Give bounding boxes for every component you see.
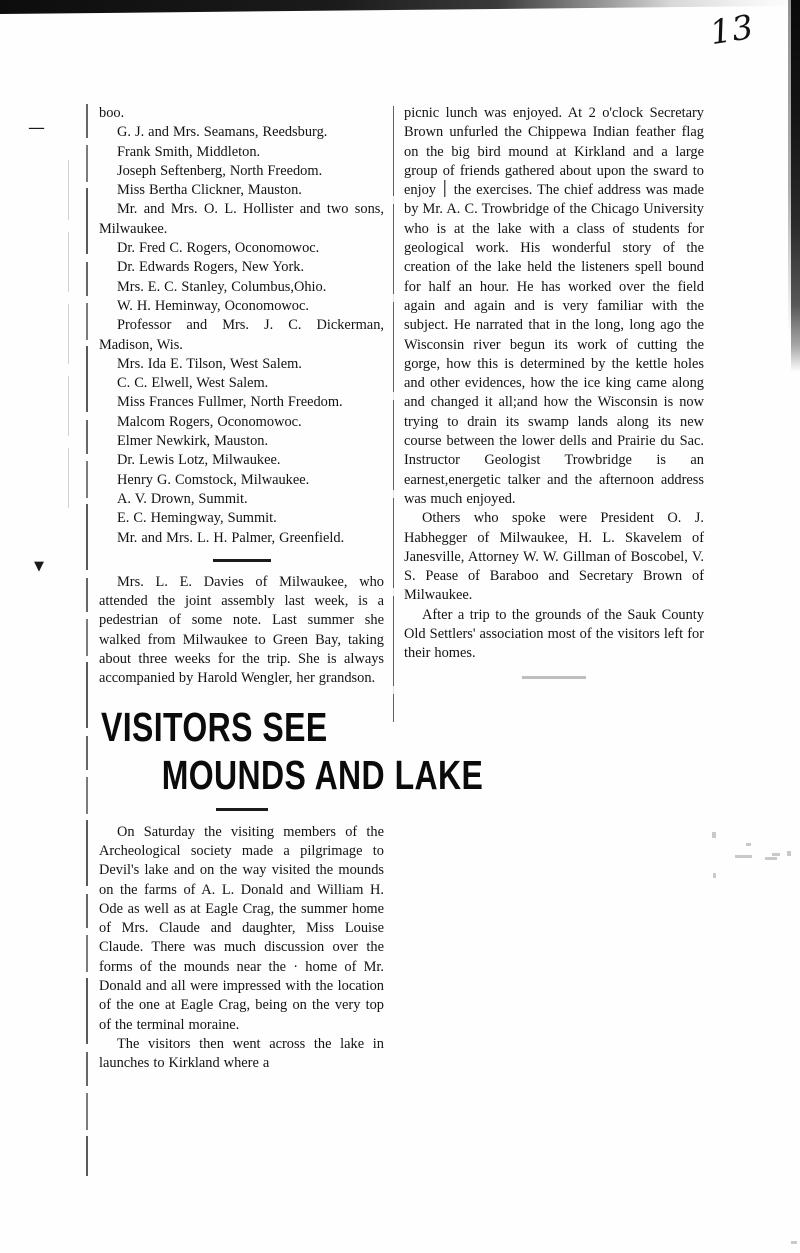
list-item: Henry G. Comstock, Milwaukee.: [117, 471, 310, 488]
scan-edge-artifact-top: [0, 0, 800, 14]
article-paragraph: The visitors then went across the lake in launches to Kirkland where a: [99, 1035, 384, 1072]
scan-speck: [735, 855, 752, 858]
list-item: Joseph Seftenberg, North Freedom.: [117, 162, 323, 179]
newspaper-clipping: [28, 104, 714, 1184]
column-divider-rule: [393, 106, 394, 722]
margin-caret-mark: ▼: [34, 559, 44, 574]
list-item: Dr. Fred C. Rogers, Oconomowoc.: [117, 240, 320, 257]
left-column: [99, 104, 484, 1073]
scan-speck: [765, 857, 777, 860]
list-item: Malcom Rogers, Oconomowoc.: [117, 413, 302, 430]
list-item: Mr. and Mrs. O. L. Hollister and two sons, Milwaukee.: [99, 201, 384, 237]
right-column: [404, 104, 704, 679]
list-item: Dr. Lewis Lotz, Milwaukee.: [117, 452, 281, 469]
list-item: Dr. Edwards Rogers, New York.: [117, 259, 305, 276]
article-paragraph: After a trip to the grounds of the Sauk County Old Settlers' association most of the visitors left for their homes.: [404, 606, 704, 662]
headline-line-1: VISITORS SEE: [101, 703, 328, 750]
list-item: G. J. and Mrs. Seamans, Reedsburg.: [117, 124, 328, 141]
article-paragraph: Others who spoke were President O. J. Habhegger of Milwaukee, H. L. Skavelem of Janesville, Attorney W. W. Gillman of Boscobel, V. S. Pease of Baraboo and Secretary Brown of Milwaukee.: [404, 510, 704, 604]
scan-speck: [746, 843, 751, 846]
clipping-left-edge-rule: [86, 104, 88, 1176]
list-item: Mrs. Ida E. Tilson, West Salem.: [117, 355, 302, 372]
article-paragraph: On Saturday the visiting members of the Archeological society made a pilgrimage to Devil's lake and on the way visited the mounds on the farms of A. L. Donald and William H. Ode as well as at Eagle Crag, the summer home of Mrs. Claude and daughter, Miss Louise Claude. There was much discussion over the forms of the mounds near the · home of Mr. Donald and all were impressed with the location of the one at Eagle Crag, being on the very top of the terminal moraine.: [99, 823, 384, 1033]
list-item: Mrs. E. C. Stanley, Columbus,Ohio.: [117, 278, 327, 295]
article-headline: [99, 703, 484, 799]
article-paragraph: picnic lunch was enjoyed. At 2 o'clock Secretary Brown unfurled the Chippewa Indian feather flag on the big bird mound at Kirkland and a large group of friends gathered about upon the sward to enjoy ׀ the exercises. The chief address was made by Mr. A. C. Trowbridge of the Chicago University who is at the lake with a class of students for geological work. His wonderful story of the creation of the lake held the listeners spell bound for half an hour. He has worked over the field again and again and is very familiar with the subject. He narrated that in the long, long ago the Wisconsin river begun its work of cutting the gorge, how this is determined by the kettle holes and other evidences, how the ice king came along and changed it all;and how the Wisconsin is now trying to drain its swamp lands along its new course between the lower dells and Prairie du Sac. Instructor Geologist Trowbridge is an earnest,energetic talker and the afternoon address was much enjoyed.: [404, 105, 704, 507]
davies-paragraph: Mrs. L. E. Davies of Milwaukee, who attended the joint assembly last week, is a pedestrian of some note. Last summer she walked from Milwaukee to Green Bay, taking about three weeks for the trip. She is always accompanied by Harold Wengler, her grandson.: [99, 573, 384, 687]
handwritten-page-number: 13: [707, 6, 757, 53]
scan-speck: [772, 853, 780, 856]
list-item: E. C. Hemingway, Summit.: [117, 510, 277, 527]
list-item: Elmer Newkirk, Mauston.: [117, 433, 269, 450]
continued-word: boo.: [99, 105, 125, 121]
attendee-list: [99, 123, 384, 548]
scan-speck: [787, 851, 791, 856]
scan-edge-artifact-right: [791, 0, 800, 372]
article-end-rule: [522, 676, 586, 679]
list-item: Mr. and Mrs. L. H. Palmer, Greenfield.: [117, 529, 345, 546]
list-item: Frank Smith, Middleton.: [117, 143, 261, 160]
list-item: Professor and Mrs. J. C. Dickerman, Madison, Wis.: [99, 317, 384, 353]
list-item: Miss Frances Fullmer, North Freedom.: [117, 394, 343, 411]
list-item: Miss Bertha Clickner, Mauston.: [117, 182, 302, 199]
article-divider-rule: [213, 559, 271, 562]
headline-line-2: MOUNDS AND LAKE: [161, 751, 484, 798]
clipping-left-shadow-rule: [68, 160, 69, 512]
list-item: W. H. Heminway, Oconomowoc.: [117, 297, 309, 314]
margin-dash-mark: —: [28, 118, 44, 138]
headline-divider-rule: [216, 808, 268, 811]
list-item: A. V. Drown, Summit.: [117, 490, 248, 507]
list-item: C. C. Elwell, West Salem.: [117, 375, 269, 392]
scan-speck: [791, 1241, 797, 1244]
